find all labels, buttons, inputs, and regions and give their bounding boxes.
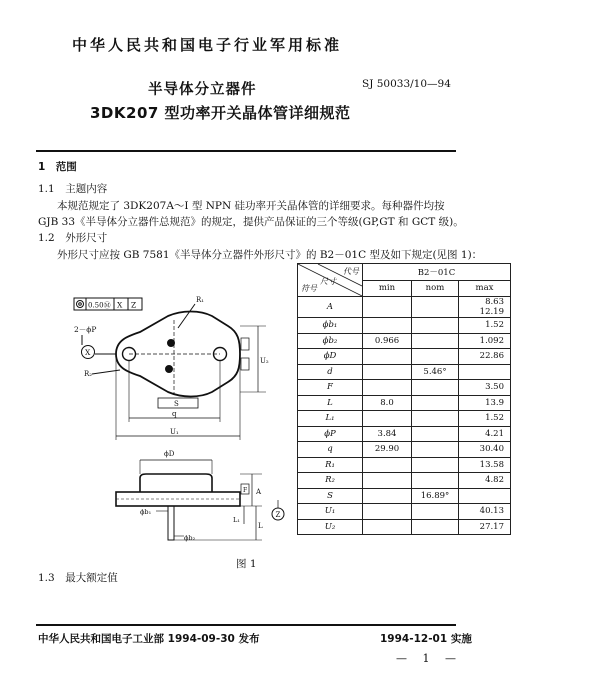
cell-nom <box>412 333 459 349</box>
side-view-drawing <box>0 442 300 562</box>
cell-max: 22.86 <box>459 349 511 365</box>
table-row <box>298 297 511 318</box>
pin-1 <box>168 340 175 347</box>
table-row <box>298 333 511 349</box>
cell-symbol: ϕD <box>298 349 363 365</box>
datum-x-circle-label: X <box>85 348 91 357</box>
dimension-table-body <box>298 264 511 535</box>
cell-max: 13.58 <box>459 457 511 473</box>
cell-nom <box>412 519 459 535</box>
table-row <box>298 442 511 458</box>
radius-r2-label: R₂ <box>84 370 93 378</box>
cell-symbol: L₁ <box>298 411 363 427</box>
footer-divider <box>36 624 456 626</box>
section-1-2-text: 外形尺寸应按 GB 7581《半导体分立器件外形尺寸》的 B2－01C 型及如下规定(见图 1)： <box>57 249 483 261</box>
header-divider <box>36 150 456 152</box>
cell-symbol: U₁ <box>298 504 363 520</box>
cell-min <box>363 318 412 334</box>
pin-lead <box>168 506 174 540</box>
cell-nom: 16.89° <box>412 488 459 504</box>
cell-max: 4.82 <box>459 473 511 489</box>
section-1-title: 1 范围 <box>38 161 77 173</box>
cell-min <box>363 411 412 427</box>
cell-symbol: ϕP <box>298 426 363 442</box>
cell-nom <box>412 473 459 489</box>
cell-min: 8.0 <box>363 395 412 411</box>
cell-min <box>363 457 412 473</box>
cell-min <box>363 473 412 489</box>
table-row <box>298 504 511 520</box>
standard-header: 中华人民共和国电子行业军用标准 <box>72 36 343 54</box>
table-row <box>298 349 511 365</box>
table-row <box>298 426 511 442</box>
datum-z-circle-label: Z <box>275 511 281 519</box>
cell-symbol: L <box>298 395 363 411</box>
cell-symbol: F <box>298 380 363 396</box>
cell-nom <box>412 411 459 427</box>
cell-max: 1.52 <box>459 318 511 334</box>
header-code: 代号 <box>343 267 359 276</box>
cell-nom <box>412 349 459 365</box>
cell-symbol: q <box>298 442 363 458</box>
doc-number: SJ 50033/10—94 <box>362 78 451 90</box>
cell-symbol: A <box>298 297 363 318</box>
page-number: — 1 — <box>396 652 462 665</box>
header-symbol: 符号 <box>301 284 317 293</box>
cell-symbol: ϕb₂ <box>298 333 363 349</box>
cell-symbol: d <box>298 364 363 380</box>
issue-date: 中华人民共和国电子工业部 1994-09-30 发布 <box>38 633 260 645</box>
cell-nom: 5.46° <box>412 364 459 380</box>
cell-nom <box>412 380 459 396</box>
hole-count-label: 2－ϕP <box>74 325 97 334</box>
cell-min <box>363 364 412 380</box>
cell-min <box>363 349 412 365</box>
dimension-f-label: F <box>243 487 248 494</box>
dimension-u2-label: U₂ <box>260 357 269 365</box>
cell-symbol: R₂ <box>298 473 363 489</box>
doc-title-line2: 3DK207 型功率开关晶体管详细规范 <box>90 104 351 122</box>
phi-b1-label: ϕb₁ <box>140 508 152 516</box>
cell-min <box>363 380 412 396</box>
table-row <box>298 457 511 473</box>
cell-symbol: S <box>298 488 363 504</box>
cell-nom <box>412 457 459 473</box>
header-group: B2－01C <box>363 264 511 281</box>
cell-nom <box>412 297 459 318</box>
table-row <box>298 473 511 489</box>
table-row <box>298 380 511 396</box>
cell-max: 4.21 <box>459 426 511 442</box>
cell-nom <box>412 395 459 411</box>
dimension-l-label: L <box>258 522 263 530</box>
table-row <box>298 318 511 334</box>
dimension-u1-label: U₁ <box>170 428 179 436</box>
dimension-s-label: S <box>174 400 179 408</box>
figure-caption: 图 1 <box>236 558 257 570</box>
cell-max: 1.092 <box>459 333 511 349</box>
cell-min <box>363 504 412 520</box>
datum-z-label: Z <box>131 300 137 310</box>
col-min: min <box>363 280 412 297</box>
cell-min <box>363 519 412 535</box>
col-max: max <box>459 280 511 297</box>
cell-min <box>363 297 412 318</box>
section-1-2-title: 1.2 外形尺寸 <box>38 232 108 244</box>
table-row <box>298 519 511 535</box>
cell-min: 3.84 <box>363 426 412 442</box>
cell-max: 27.17 <box>459 519 511 535</box>
section-1-3-title: 1.3 最大额定值 <box>38 572 118 584</box>
cell-nom <box>412 318 459 334</box>
cell-max: 3.50 <box>459 380 511 396</box>
phi-b2-label: ϕb₂ <box>184 534 196 542</box>
cell-max <box>459 364 511 380</box>
dimension-a-label: A <box>256 488 262 496</box>
header-size: 尺寸 <box>320 277 336 286</box>
diameter-d-label: ϕD <box>164 450 175 458</box>
tolerance-frame <box>74 298 142 310</box>
cell-min: 29.90 <box>363 442 412 458</box>
cell-max: 13.9 <box>459 395 511 411</box>
dimension-l1-label: L₁ <box>233 516 240 524</box>
radius-r1-label: R₁ <box>196 296 205 304</box>
cell-max: 1.52 <box>459 411 511 427</box>
cell-symbol: U₂ <box>298 519 363 535</box>
cell-max: 40.13 <box>459 504 511 520</box>
table-row <box>298 395 511 411</box>
section-1-1-text-line2: GJB 33《半导体分立器件总规范》的规定，提供产品保证的三个等级(GP,GT 和 GCT 级)。 <box>38 216 464 228</box>
cell-symbol: R₁ <box>298 457 363 473</box>
doc-title-line1: 半导体分立器件 <box>148 82 257 98</box>
section-1-1-title: 1.1 主题内容 <box>38 183 108 195</box>
table-row <box>298 364 511 380</box>
dimension-table <box>297 263 511 535</box>
cell-max: 8.63 12.19 <box>459 297 511 318</box>
pin-2 <box>166 366 173 373</box>
section-1-1-text-line1: 本规范规定了 3DK207A～I 型 NPN 硅功率开关晶体管的详细要求。每种器件均按 <box>57 200 445 212</box>
effective-date: 1994-12-01 实施 <box>380 633 472 645</box>
cell-symbol: ϕb₁ <box>298 318 363 334</box>
cell-min <box>363 488 412 504</box>
cell-max <box>459 488 511 504</box>
table-row <box>298 488 511 504</box>
cell-min: 0.966 <box>363 333 412 349</box>
diagonal-header-cell <box>298 264 363 297</box>
cell-nom <box>412 442 459 458</box>
cell-nom <box>412 504 459 520</box>
col-nom: nom <box>412 280 459 297</box>
table-header-row <box>298 264 511 281</box>
can-body <box>140 474 212 492</box>
table-row <box>298 411 511 427</box>
dimension-q-label: q <box>172 410 177 418</box>
datum-x-label: X <box>117 300 123 310</box>
cell-max: 30.40 <box>459 442 511 458</box>
tolerance-value: 0.50Ⓜ <box>88 301 111 310</box>
cell-nom <box>412 426 459 442</box>
